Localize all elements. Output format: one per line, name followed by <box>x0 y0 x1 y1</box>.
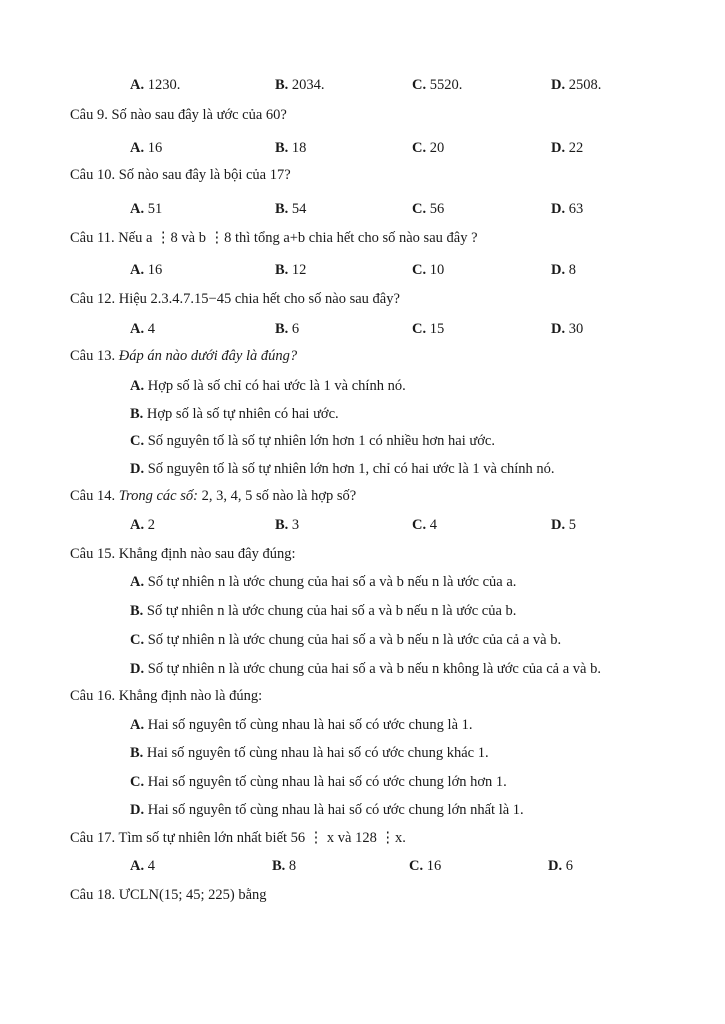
q16-option-a: A. Hai số nguyên tố cùng nhau là hai số có ước chung là 1. <box>130 717 473 733</box>
q17-option-b: B. 8 <box>272 858 297 874</box>
q9-option-b: B. 18 <box>275 140 307 156</box>
q17-option-c: C. 16 <box>409 858 442 874</box>
q15-option-b: B. Số tự nhiên n là ước chung của hai số a và b nếu n là ước của b. <box>130 603 517 619</box>
q10-option-c: C. 56 <box>412 201 445 217</box>
question-18: Câu 18. ƯCLN(15; 45; 225) bằng <box>70 887 267 903</box>
q8-option-b: B. 2034. <box>275 77 325 93</box>
q13-option-d: D. Số nguyên tố là số tự nhiên lớn hơn 1, chỉ có hai ước là 1 và chính nó. <box>130 461 555 477</box>
question-9: Câu 9. Số nào sau đây là ước của 60? <box>70 107 287 123</box>
question-13: Câu 13. Đáp án nào dưới đây là đúng? <box>70 348 298 364</box>
q10-option-a: A. 51 <box>130 201 163 217</box>
q10-option-b: B. 54 <box>275 201 307 217</box>
q11-option-d: D. 8 <box>551 262 576 278</box>
question-15: Câu 15. Khẳng định nào sau đây đúng: <box>70 546 296 562</box>
question-14: Câu 14. Trong các số: 2, 3, 4, 5 số nào là hợp số? <box>70 488 357 504</box>
q15-option-c: C. Số tự nhiên n là ước chung của hai số a và b nếu n là ước của cả a và b. <box>130 632 562 648</box>
q11-option-c: C. 10 <box>412 262 445 278</box>
q13-option-a: A. Hợp số là số chỉ có hai ước là 1 và chính nó. <box>130 378 406 394</box>
q14-option-a: A. 2 <box>130 517 155 533</box>
question-10: Câu 10. Số nào sau đây là bội của 17? <box>70 167 291 183</box>
question-16: Câu 16. Khẳng định nào là đúng: <box>70 688 263 704</box>
q15-option-a: A. Số tự nhiên n là ước chung của hai số a và b nếu n là ước của a. <box>130 574 517 590</box>
q17-option-a: A. 4 <box>130 858 155 874</box>
q9-option-a: A. 16 <box>130 140 163 156</box>
q16-option-b: B. Hai số nguyên tố cùng nhau là hai số có ước chung khác 1. <box>130 745 489 761</box>
q15-option-d: D. Số tự nhiên n là ước chung của hai số a và b nếu n không là ước của cả a và b. <box>130 661 601 677</box>
question-12: Câu 12. Hiệu 2.3.4.7.15−45 chia hết cho số nào sau đây? <box>70 291 400 307</box>
question-11: Câu 11. Nếu a ⋮8 và b ⋮8 thì tổng a+b chia hết cho số nào sau đây ? <box>70 230 478 246</box>
q16-option-c: C. Hai số nguyên tố cùng nhau là hai số có ước chung lớn hơn 1. <box>130 774 507 790</box>
q14-option-b: B. 3 <box>275 517 300 533</box>
q11-option-a: A. 16 <box>130 262 163 278</box>
q9-option-d: D. 22 <box>551 140 584 156</box>
q17-option-d: D. 6 <box>548 858 573 874</box>
q14-option-d: D. 5 <box>551 517 576 533</box>
q16-option-d: D. Hai số nguyên tố cùng nhau là hai số có ước chung lớn nhất là 1. <box>130 802 524 818</box>
q12-option-d: D. 30 <box>551 321 584 337</box>
q13-option-b: B. Hợp số là số tự nhiên có hai ước. <box>130 406 339 422</box>
question-17: Câu 17. Tìm số tự nhiên lớn nhất biết 56 ⋮ x và 128 ⋮x. <box>70 830 406 846</box>
q12-option-a: A. 4 <box>130 321 155 337</box>
q8-option-d: D. 2508. <box>551 77 602 93</box>
q11-option-b: B. 12 <box>275 262 307 278</box>
q9-option-c: C. 20 <box>412 140 445 156</box>
q10-option-d: D. 63 <box>551 201 584 217</box>
q12-option-c: C. 15 <box>412 321 445 337</box>
q12-option-b: B. 6 <box>275 321 300 337</box>
q13-option-c: C. Số nguyên tố là số tự nhiên lớn hơn 1 có nhiều hơn hai ước. <box>130 433 495 449</box>
q8-option-c: C. 5520. <box>412 77 463 93</box>
q8-option-a: A. 1230. <box>130 77 181 93</box>
q14-option-c: C. 4 <box>412 517 437 533</box>
